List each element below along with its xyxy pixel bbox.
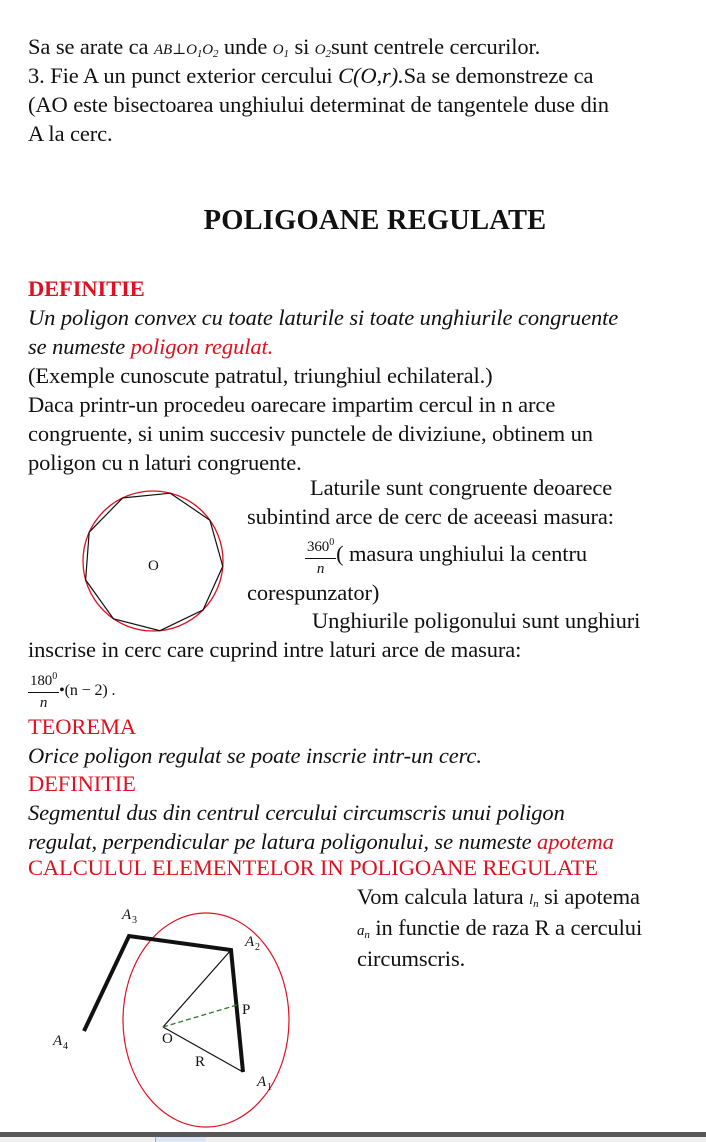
definitie-line-1: Segmentul dus din centrul cercului circumscris unui poligon (28, 800, 565, 825)
paragraph-line: corespunzator) (247, 580, 380, 605)
polygon-sides (84, 936, 243, 1072)
apothem-op (163, 1005, 237, 1027)
paragraph-line: subintind arce de cerc de aceeasi masura: (247, 504, 614, 529)
apothem-figure (40, 890, 300, 1132)
term-poligon-regulat: poligon regulat. (130, 334, 274, 359)
label-a4 (52, 1033, 68, 1052)
svg-text:A: A (53, 1033, 63, 1049)
svg-text:2: 2 (255, 942, 260, 953)
label-o: O (162, 1031, 173, 1047)
svg-text:A: A (245, 934, 255, 950)
text: Vom calcula latura (357, 884, 524, 909)
label-a3 (121, 907, 137, 926)
fraction-line (28, 668, 115, 712)
text: in functie de raza R a cercului (375, 915, 643, 940)
paragraph-line: Daca printr-un procedeu oarecare impartim cercul in n arce (28, 392, 556, 417)
examples-line: (Exemple cunoscute patratul, triunghiul echilateral.) (28, 363, 493, 388)
math-a-n: $a_n$ (357, 923, 370, 941)
definitie-line-1: Un poligon convex cu toate laturile si toate unghiurile congruente (28, 305, 619, 330)
text: ( masura unghiului la centru (336, 541, 587, 567)
math-l-n: $l_n$ (529, 892, 539, 910)
paragraph-line: congruente, si unim succesiv punctele de diviziune, obtinem un (28, 421, 593, 446)
svg-text:A: A (122, 907, 132, 923)
svg-text:1: 1 (267, 1082, 272, 1093)
text: 3. Fie A un punct exterior cercului (28, 63, 333, 88)
paragraph-line: Laturile sunt congruente deoarece (310, 475, 613, 500)
fraction-360-over-n: $\frac{360^0}{n}$ (305, 534, 336, 578)
term-apotema: apotema (537, 829, 614, 854)
text: Sa se demonstreze ca (403, 63, 594, 88)
viewer-tab[interactable] (155, 1137, 206, 1142)
calcul-heading: CALCULUL ELEMENTELOR IN POLIGOANE REGULATE (28, 855, 598, 880)
definitie-line-2 (28, 333, 273, 361)
radius-oa2 (163, 950, 231, 1027)
teorema-heading: TEOREMA (28, 714, 137, 739)
math-circle: C(O,r). (338, 63, 404, 88)
exercise-line-3: (AO este bisectoarea unghiului determinat de tangentele duse din (28, 92, 609, 117)
svg-text:4: 4 (63, 1041, 68, 1052)
calcul-line-1 (357, 883, 640, 918)
text: Sa se arate ca (28, 34, 149, 59)
text: sunt centrele cercurilor. (330, 34, 541, 59)
definitie-heading: DEFINITIE (28, 771, 136, 796)
center-label: O (148, 558, 159, 574)
calcul-line-3: circumscris. (357, 946, 466, 971)
math-ab: $AB\perp O_1O_2$ (153, 42, 219, 60)
svg-text:A: A (257, 1074, 267, 1090)
inscribed-polygon-figure (78, 488, 228, 634)
text: •(n − 2) . (59, 682, 116, 700)
exercise-line-2 (28, 62, 593, 90)
section-title: POLIGOANE REGULATE (203, 205, 547, 236)
text: unde (223, 34, 268, 59)
paragraph-line: poligon cu n laturi congruente. (28, 450, 302, 475)
paragraph-line: inscrise in cerc care cuprind intre laturi arce de masura: (28, 637, 522, 662)
definitie-heading: DEFINITIE (28, 276, 145, 301)
definitie-line-2 (28, 828, 614, 856)
math-o1: $O_1$ (272, 42, 289, 60)
viewer-status-strip (0, 1137, 706, 1142)
text: regulat, perpendicular pe latura poligonului, se numeste (28, 829, 532, 854)
text: se numeste (28, 334, 126, 359)
text: si apotema (544, 884, 640, 909)
teorema-text: Orice poligon regulat se poate inscrie intr-un cerc. (28, 743, 482, 768)
paragraph-line: Unghiurile poligonului sunt unghiuri (312, 608, 641, 633)
math-o2: $O_2$ (314, 42, 331, 60)
label-r: R (195, 1054, 206, 1070)
label-p: P (242, 1002, 251, 1018)
label-a1 (256, 1074, 272, 1093)
calcul-line-2 (357, 914, 642, 949)
exercise-line-4: A la cerc. (28, 121, 113, 146)
fraction-line (305, 534, 587, 578)
svg-text:3: 3 (132, 915, 137, 926)
fraction-180-over-n: $\frac{180^0}{n}$ (28, 668, 59, 712)
text: si (294, 34, 310, 59)
